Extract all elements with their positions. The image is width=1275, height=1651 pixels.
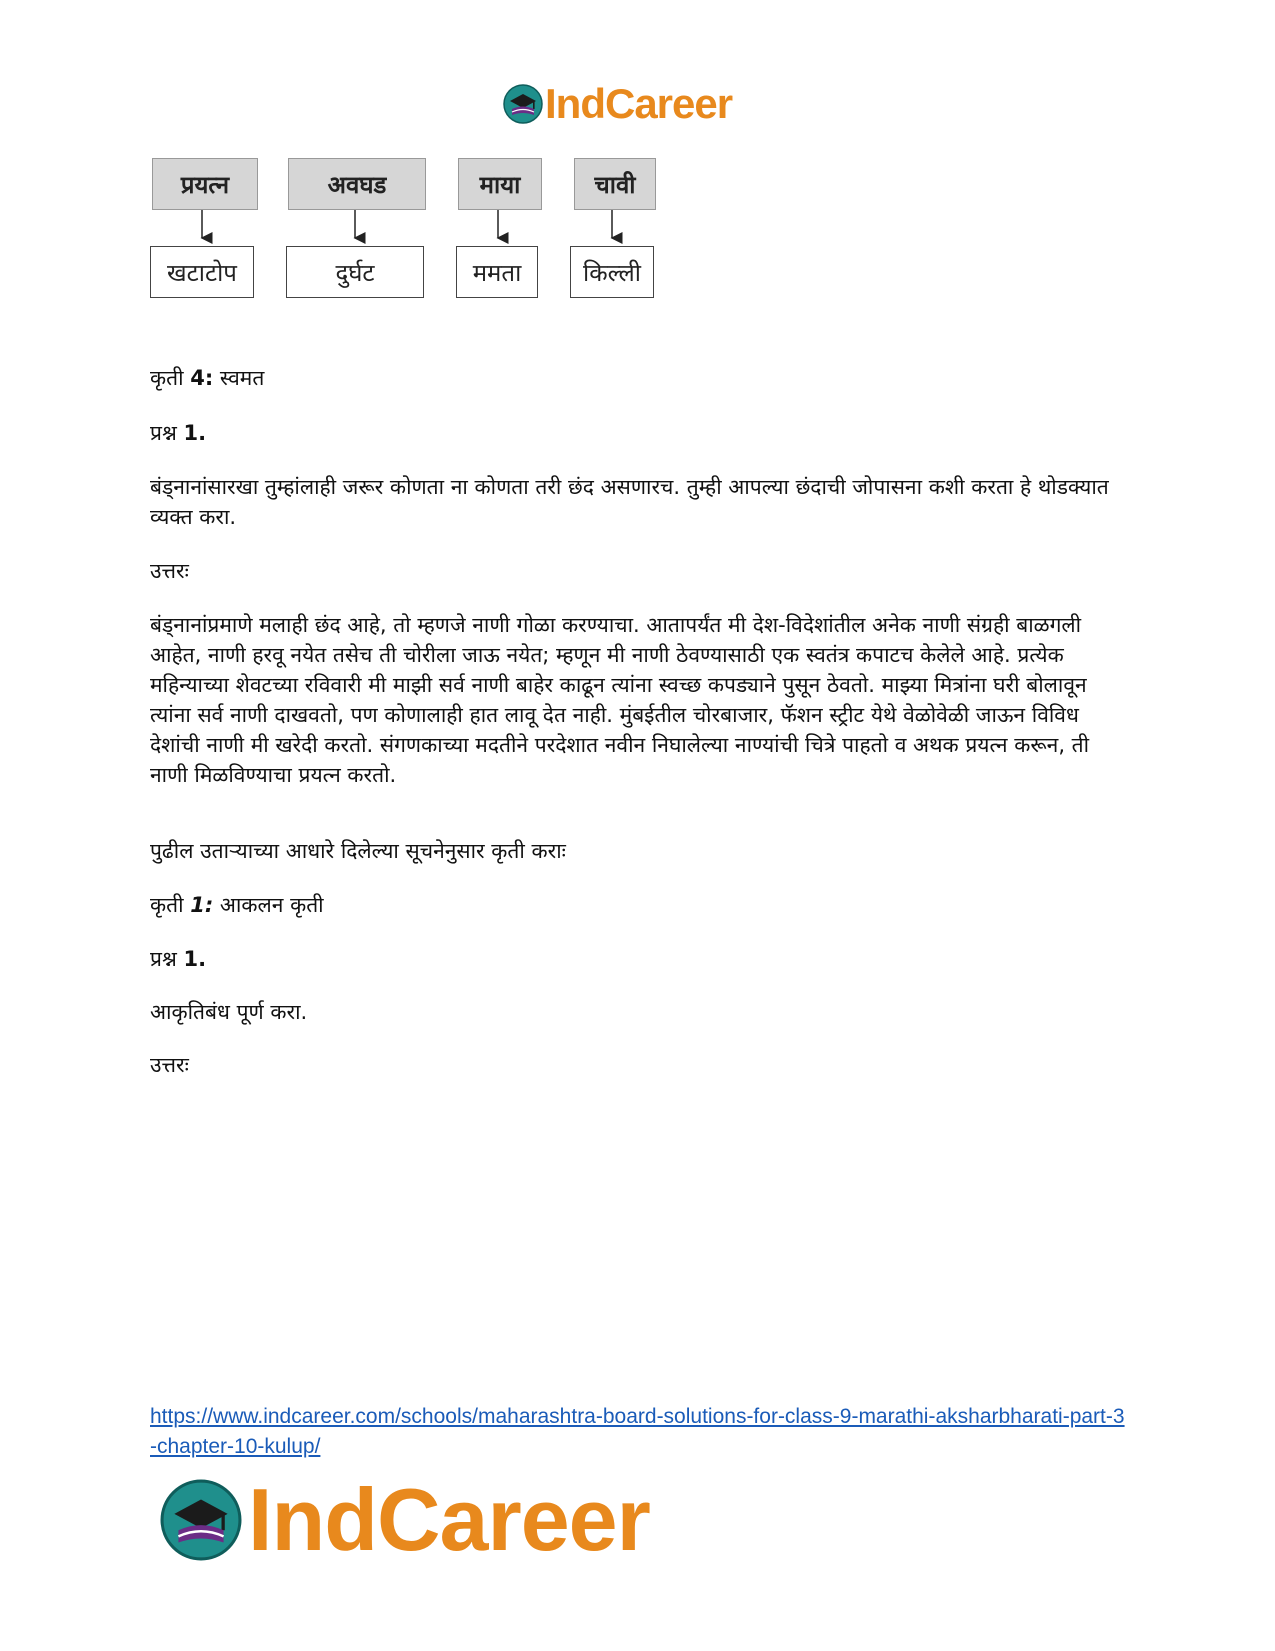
source-url-link[interactable]: https://www.indcareer.com/schools/maharashtra-board-solutions-for-class-9-marathi-aksharbharati-part-3-chapter-10-kulup/ [150,1405,1125,1458]
indcareer-logo-bottom [160,1470,650,1570]
logo-text-ind: Ind [248,1470,377,1569]
question-1b-heading: प्रश्न 1. [150,947,207,971]
graduation-cap-book-icon [503,84,543,124]
synonym-diagram [150,150,710,330]
indcareer-logo-top [503,80,732,128]
word-box-1: प्रयत्न [152,158,258,210]
activity-4-heading: कृती 4: स्वमत [150,366,265,390]
word-box-2: अवघड [288,158,426,210]
answer-label: उत्तरः [150,559,189,583]
synonym-box-2: दुर्घट [286,246,424,298]
logo-text-career: Career [604,80,733,127]
word-box-4: चावी [574,158,656,210]
question-text: बंड्नानांसारखा तुम्हांलाही जरूर कोणता ना कोणता तरी छंद असणारच. तुम्ही आपल्या छंदाची जोपासना कशी करता हे थोडक्यात व्यक्त करा. [150,475,1109,529]
logo-text-ind: Ind [545,80,605,127]
answer-paragraph: बंड्नानांप्रमाणे मलाही छंद आहे, तो म्हणजे नाणी गोळा करण्याचा. आतापर्यंत मी देश-विदेशांतील अनेक नाणी संग्रही बाळगली आहेत, नाणी हरवू नयेत तसेच ती चोरीला जाऊ नयेत; म्हणून मी नाणी ठेवण्यासाठी एक स्वतंत्र कपाटच केलेले आहे. प्रत्येक महिन्याच्या शेवटच्या रविवारी मी माझी सर्व नाणी बाहेर काढून त्यांना स्वच्छ कपड्याने पुसून ठेवतो. माझ्या मित्रांना घरी बोलावून त्यांना सर्व नाणी दाखवतो, पण कोणालाही हात लावू देत नाही. मुंबईतील चोरबाजार, फॅशन स्ट्रीट येथे वेळोवेळी जाऊन विविध देशांची नाणी मी खरेदी करतो. संगणकाच्या मदतीने परदेशात नवीन निघालेल्या नाण्यांची चित्रे पाहतो व अथक प्रयत्न करून, ती नाणी मिळविण्याचा प्रयत्न करतो. [150,613,1090,787]
synonym-box-3: ममता [456,246,538,298]
synonym-box-1: खटाटोप [150,246,254,298]
activity-1-heading: कृती 1: आकलन कृती [150,893,324,917]
answer-label-2: उत्तरः [150,1053,189,1077]
graduation-cap-book-icon [160,1479,242,1561]
instruction-text: पुढील उताऱ्याच्या आधारे दिलेल्या सूचनेनुसार कृती कराः [150,839,566,863]
word-box-3: माया [458,158,542,210]
question-1-heading: प्रश्न 1. [150,421,207,445]
synonym-box-4: किल्ली [570,246,654,298]
logo-text-career: Career [376,1470,650,1569]
task-text: आकृतिबंध पूर्ण करा. [150,1000,308,1024]
